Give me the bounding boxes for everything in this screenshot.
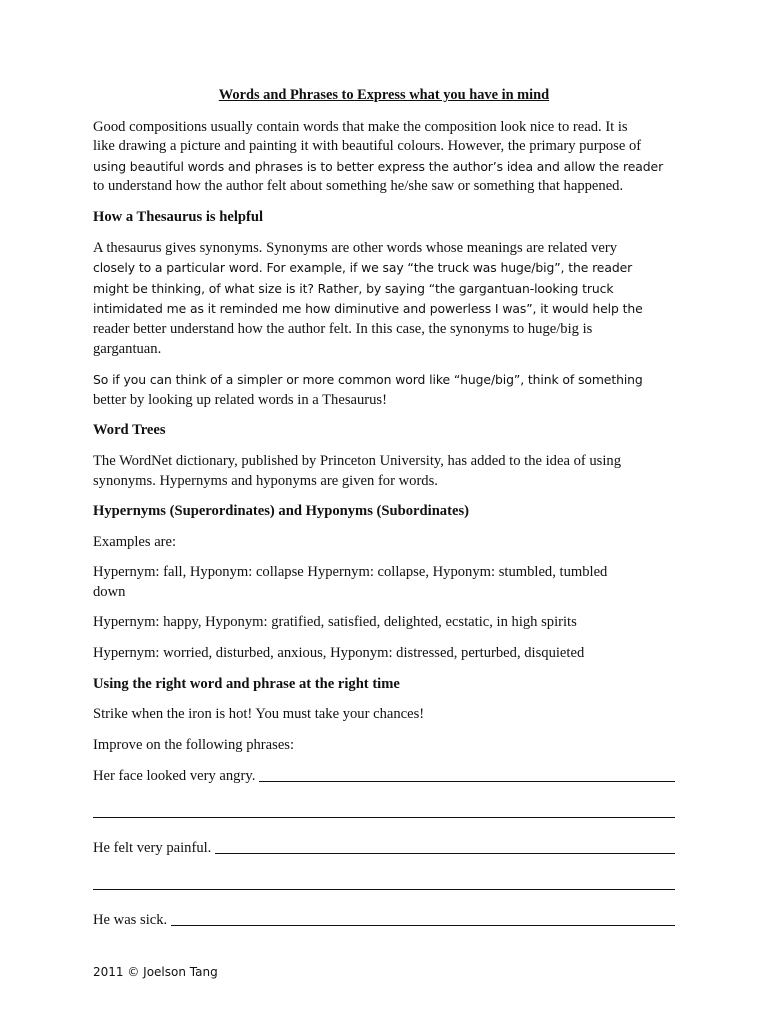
strike-line: Strike when the iron is hot! You must take your chances! [93,706,425,723]
thesaurus-heading: How a Thesaurus is helpful [93,208,264,225]
document-title: Words and Phrases to Express what you have in mind [218,87,550,103]
exercise-prompt-1: Her face looked very angry. [93,767,256,784]
exercise-row-3 [93,910,675,930]
tip-line: So if you can think of a simpler or more common word like “huge/big”, think of something [93,372,643,388]
exercise-prompt-2: He felt very painful. [93,839,212,856]
word-trees-line: synonyms. Hypernyms and hyponyms are given for words. [93,472,438,489]
word-trees-line: The WordNet dictionary, published by Princeton University, has added to the idea of using [93,452,622,469]
answer-line-3[interactable] [171,912,675,926]
thesaurus-line: gargantuan. [93,340,162,357]
tip-line: better by looking up related words in a Thesaurus! [93,391,387,408]
exercise-row-2 [93,838,675,858]
example-1 [93,563,675,602]
answer-line-1b[interactable] [93,804,675,818]
thesaurus-line: might be thinking, of what size is it? Rather, by saying “the gargantuan-looking truck [93,280,614,296]
exercise-prompt-3: He was sick. [93,911,168,928]
thesaurus-line: reader better understand how the author felt. In this case, the synonyms to huge/big is [93,320,593,337]
thesaurus-line: closely to a particular word. For example, if we say “the truck was huge/big”, the reader [93,260,633,276]
improve-line: Improve on the following phrases: [93,736,295,753]
thesaurus-tip [93,370,675,410]
word-trees-heading: Word Trees [93,422,166,439]
example-2: Hypernym: happy, Hyponym: gratified, satisfied, delighted, ecstatic, in high spirits [93,614,577,631]
intro-line: to understand how the author felt about something he/she saw or something that happened. [93,178,624,195]
intro-line: using beautiful words and phrases is to better express the author’s idea and allow the reader [93,158,664,174]
example-3: Hypernym: worried, disturbed, anxious, Hyponym: distressed, perturbed, disquieted [93,645,585,662]
thesaurus-paragraph [93,239,675,360]
exercise-row-1 [93,766,675,786]
intro-line: like drawing a picture and painting it with beautiful colours. However, the primary purpose of [93,138,642,155]
hypernyms-heading: Hypernyms (Superordinates) and Hyponyms (Subordinates) [93,503,469,520]
document-page [93,86,675,930]
intro-paragraph [93,118,675,197]
copyright-footer: 2011 © Joelson Tang [93,965,218,979]
thesaurus-line: intimidated me as it reminded me how diminutive and powerless I was”, it would help the [93,301,643,317]
word-trees-paragraph [93,452,675,491]
answer-line-2[interactable] [215,840,675,854]
answer-line-2b[interactable] [93,876,675,890]
example-line: down [93,583,126,600]
examples-label: Examples are: [93,533,177,550]
thesaurus-line: A thesaurus gives synonyms. Synonyms are other words whose meanings are related very [93,239,618,256]
right-word-heading: Using the right word and phrase at the right time [93,675,400,692]
intro-line: Good compositions usually contain words that make the composition look nice to read. It is [93,118,628,135]
example-line: Hypernym: fall, Hyponym: collapse Hypernym: collapse, Hyponym: stumbled, tumbled [93,564,608,581]
answer-line-1[interactable] [259,768,675,782]
